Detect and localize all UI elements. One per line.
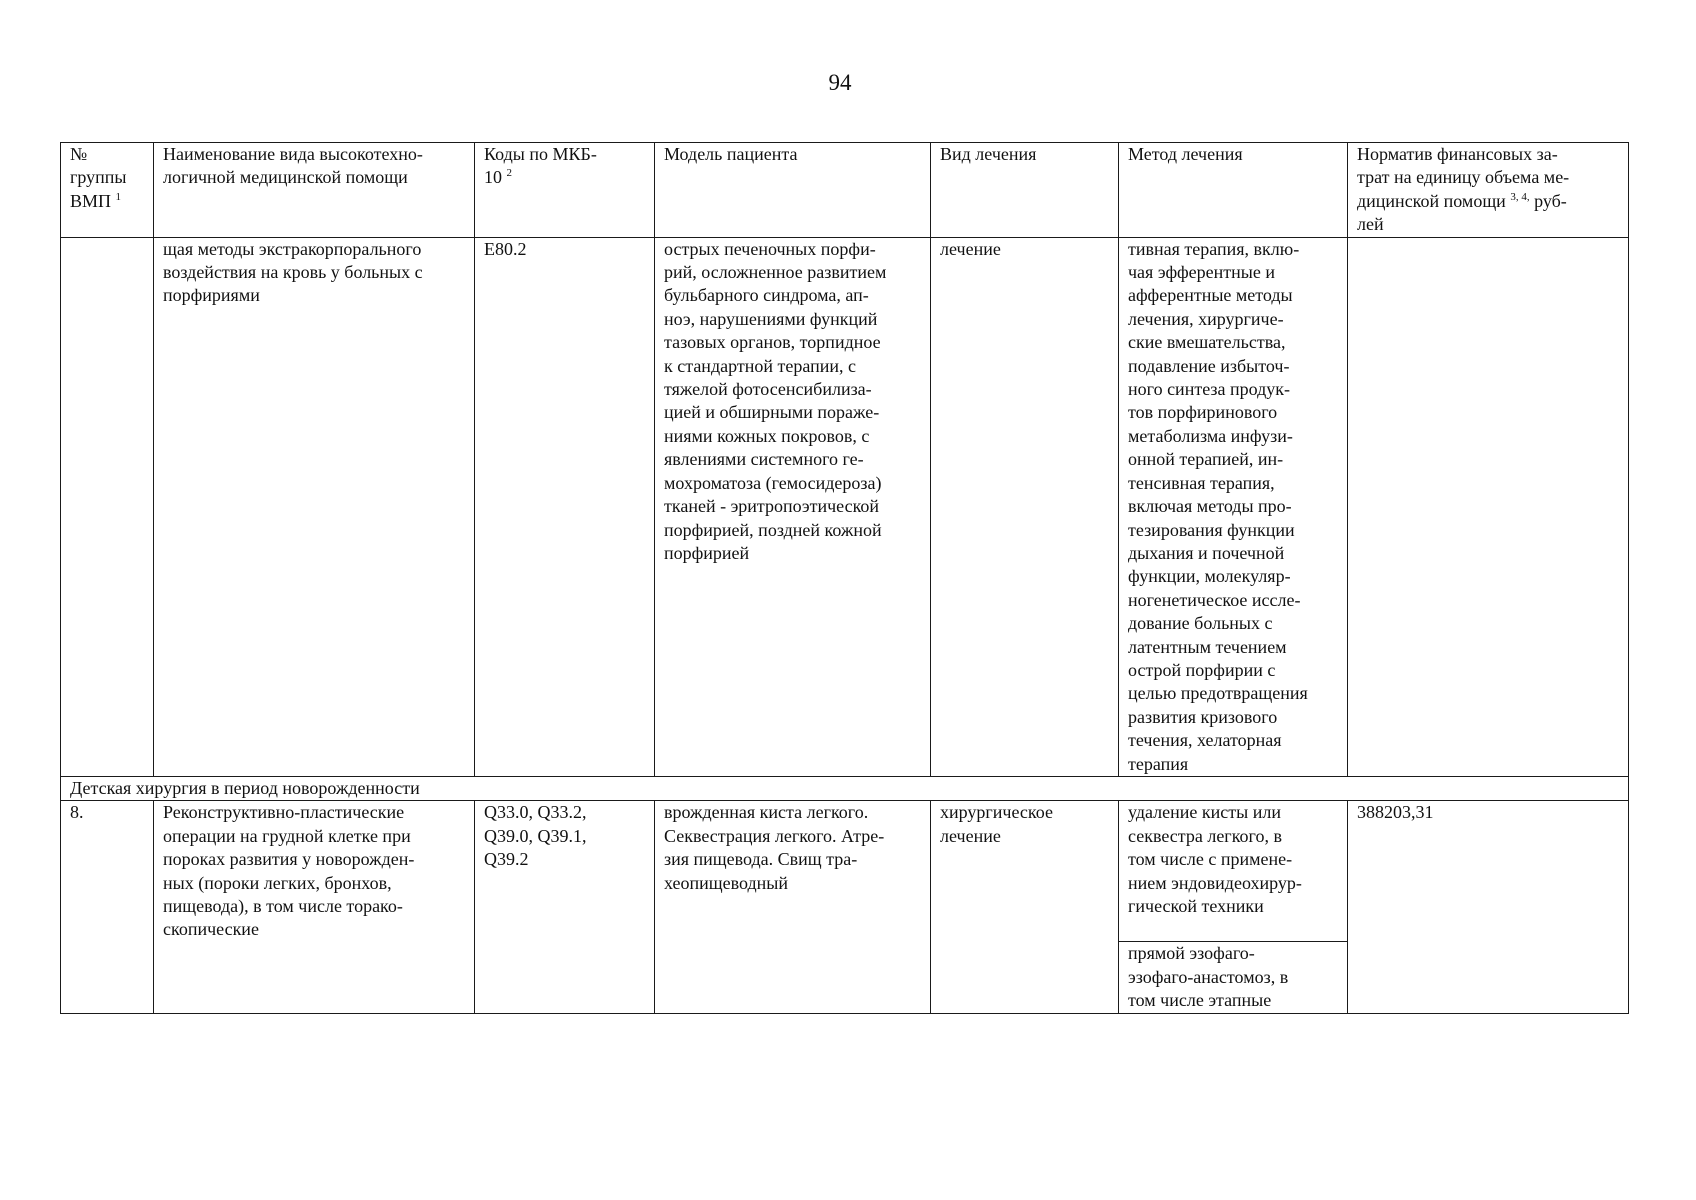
vmp-table [60, 142, 1629, 1014]
table-row [61, 801, 1629, 942]
section-title: Детская хирургия в период новорожденности [61, 776, 1629, 800]
cell-cost-norm [1348, 237, 1629, 776]
cell-care-type: Реконструктивно-пластические операции на грудной клетке при пороках развития у новорожден- ных (пороки легких, бронхов, пищевода), в том числе торако- скопические [154, 801, 475, 1013]
cell-treatment-type: лечение [931, 237, 1119, 776]
header-treatment-type: Вид лечения [931, 143, 1119, 238]
cell-cost-norm: 388203,31 [1348, 801, 1629, 1013]
cell-icd-codes: Q33.0, Q33.2, Q39.0, Q39.1, Q39.2 [475, 801, 655, 1013]
header-icd-codes: Коды по МКБ- 10 $^2$ [475, 143, 655, 238]
section-row [61, 776, 1629, 800]
header-group-number: № группы ВМП $^1$ [61, 143, 154, 238]
cell-group-number: 8. [61, 801, 154, 1013]
cell-icd-codes: E80.2 [475, 237, 655, 776]
page-number: 94 [828, 70, 852, 95]
table-row [61, 237, 1629, 776]
cell-treatment-method: удаление кисты или секвестра легкого, в том числе с примене- нием эндовидеохирур- гической техники [1119, 801, 1348, 942]
table-header-row [61, 143, 1629, 238]
cell-care-type: щая методы экстракорпорального воздействия на кровь у больных с порфириями [154, 237, 475, 776]
header-cost-norm: Норматив финансовых за- трат на единицу объема ме- дицинской помощи $^{3, 4,}$ руб- лей [1348, 143, 1629, 238]
cell-patient-model: врожденная киста легкого. Секвестрация легкого. Атре- зия пищевода. Свищ тра- хеопищеводный [655, 801, 931, 1013]
header-care-type: Наименование вида высокотехно- логичной медицинской помощи [154, 143, 475, 238]
cell-patient-model: острых печеночных порфи- рий, осложненное развитием бульбарного синдрома, ап- ноэ, нарушениями функций тазовых органов, торпидное к стандартной терапии, с тяжелой фотосенсибилиза- цией и обширными пораже- ниями кожных покровов, с явлениями системного ге- мохроматоза (гемосидероза) тканей - эритропоэтической порфирией, поздней кожной порфирией [655, 237, 931, 776]
cell-treatment-method: прямой эзофаго- эзофаго-анастомоз, в том числе этапные [1119, 942, 1348, 1013]
header-patient-model: Модель пациента [655, 143, 931, 238]
cell-treatment-type: хирургическое лечение [931, 801, 1119, 1013]
cell-group-number [61, 237, 154, 776]
cell-treatment-method: тивная терапия, вклю- чая эфферентные и афферентные методы лечения, хирургиче- ские вмешательства, подавление избыточ- ного синтеза продук- тов порфиринового метаболизма инфузи- онной терапией, ин- тенсивная терапия, включая методы про- тезирования функции дыхания и почечной функции, молекуляр- ногенетическое иссле- дование больных с латентным течением острой порфирии с целью предотвращения развития кризового течения, хелаторная терапия [1119, 237, 1348, 776]
header-treatment-method: Метод лечения [1119, 143, 1348, 238]
